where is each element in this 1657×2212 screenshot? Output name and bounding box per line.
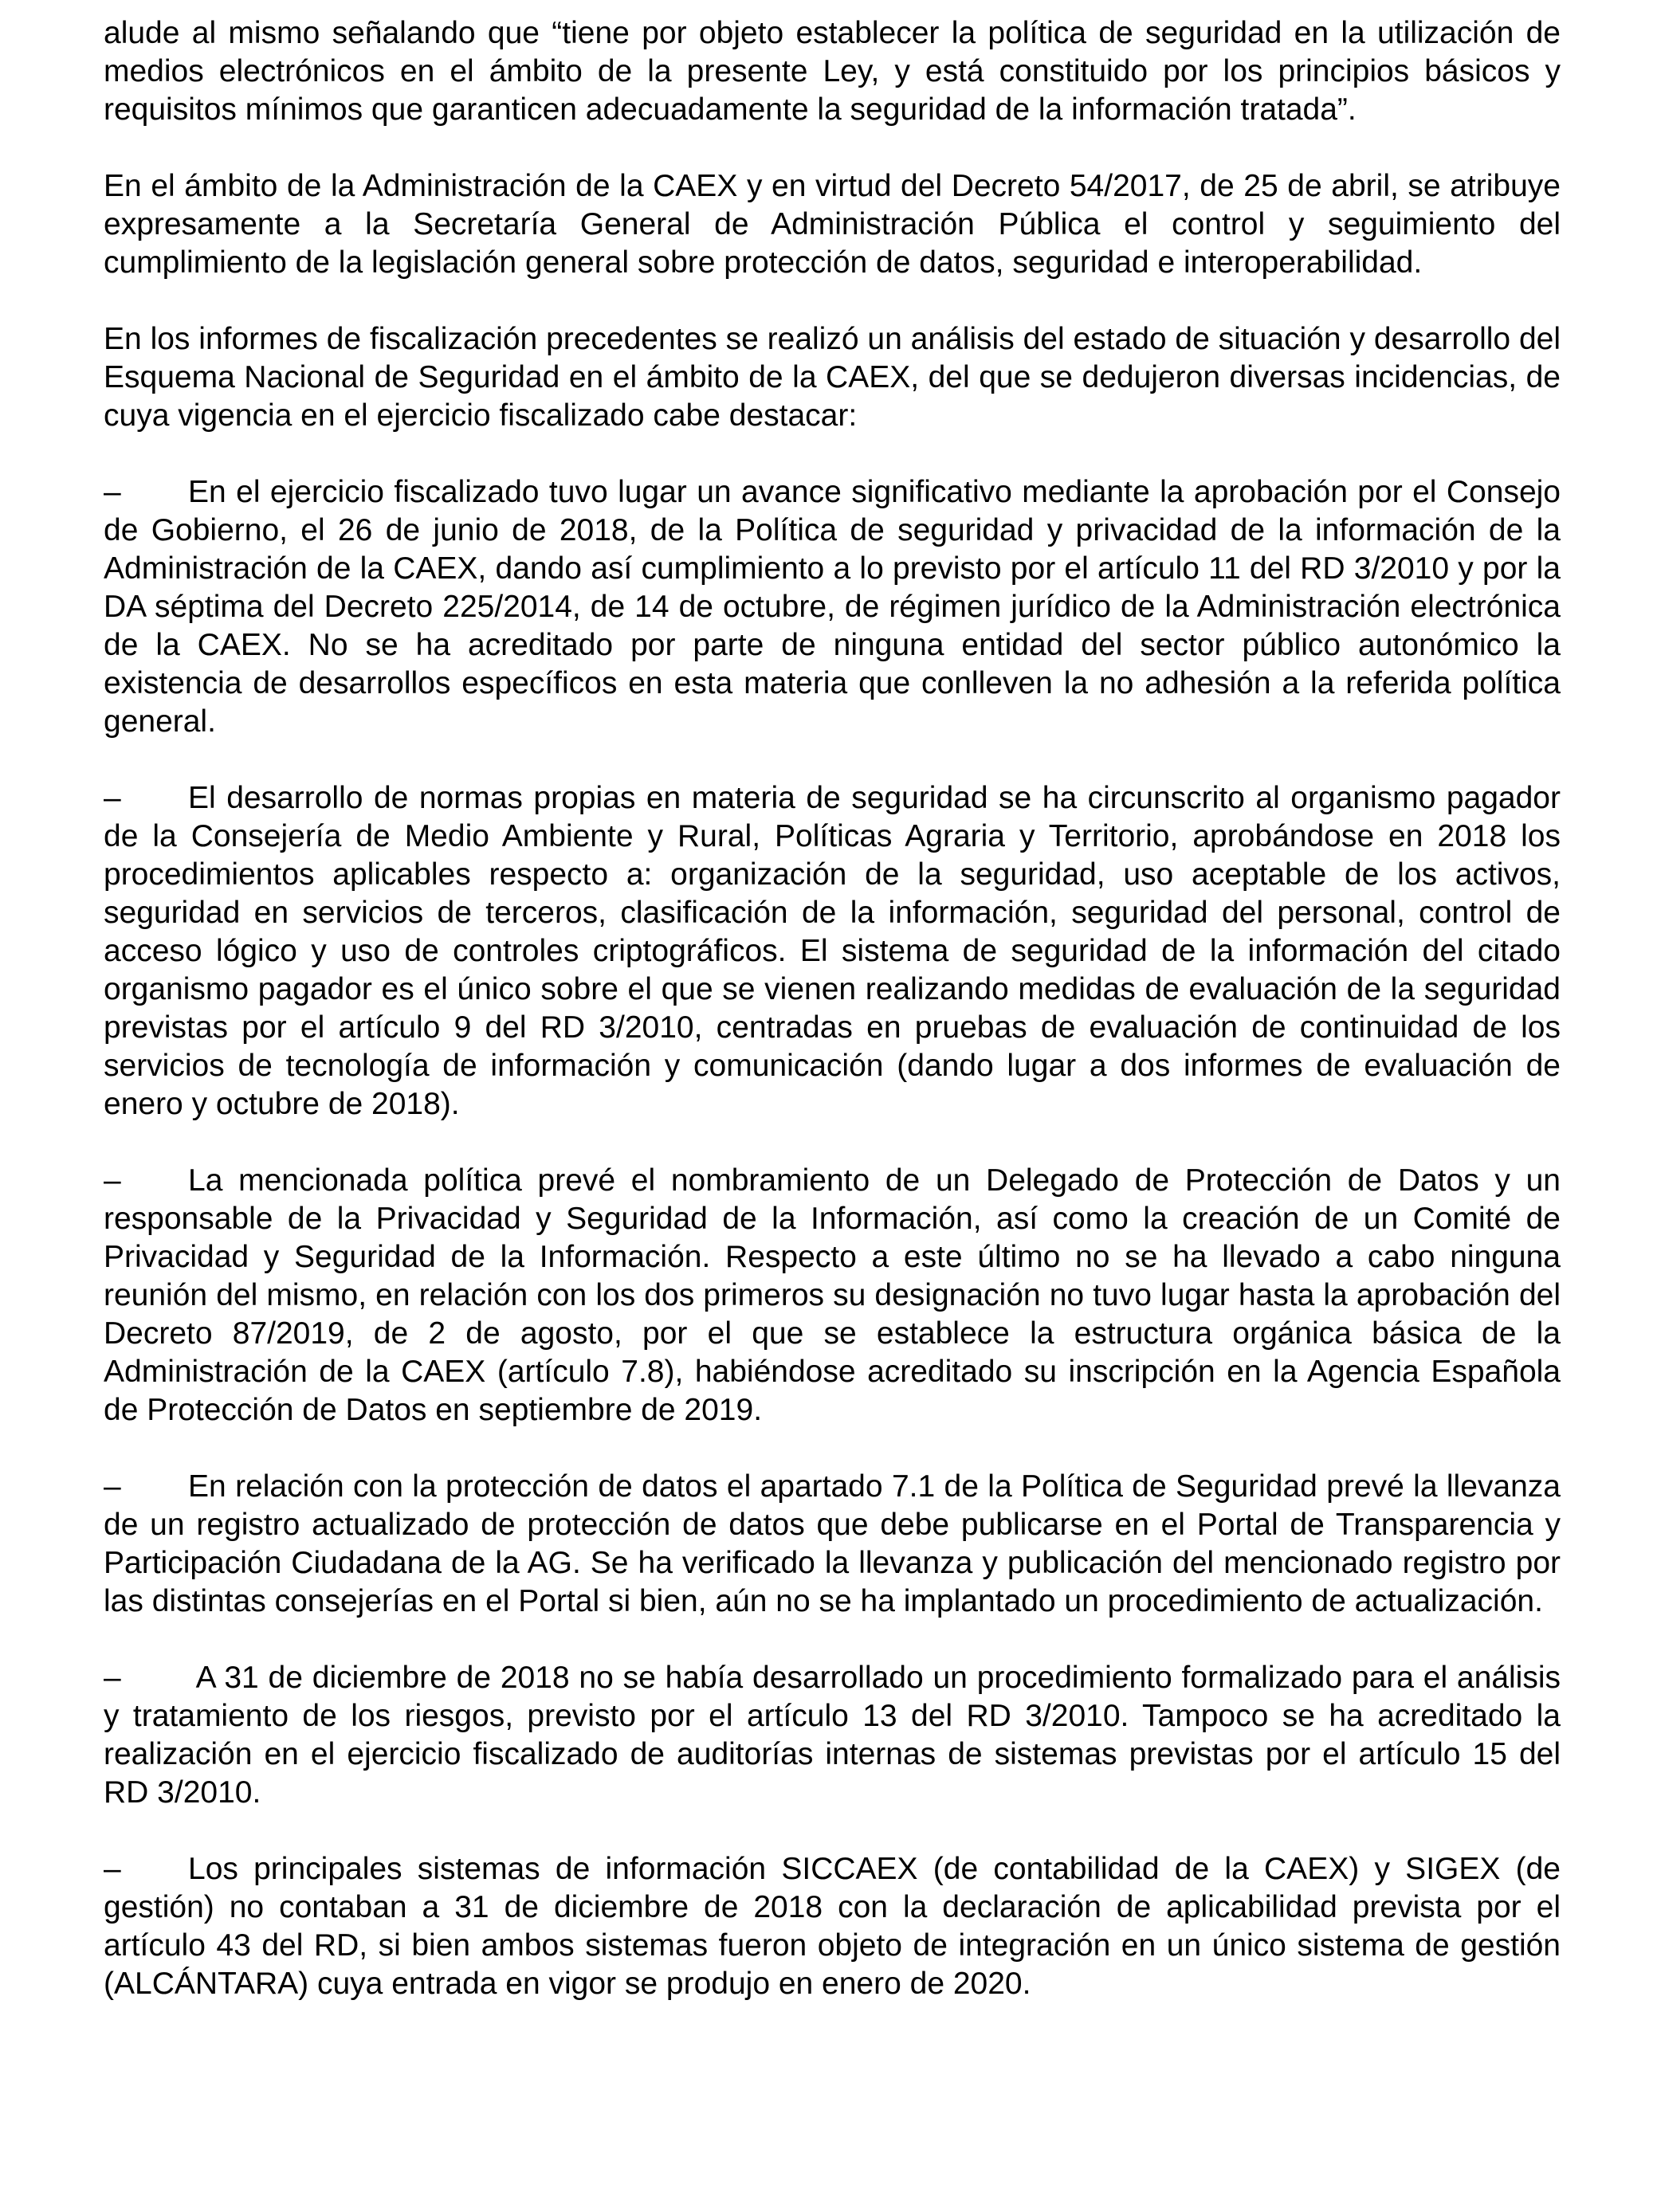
- list-item: [104, 1850, 1561, 2003]
- paragraph-previous-reports: En los informes de fiscalización precedentes se realizó un análisis del estado de situación y desarrollo del Esquema Nacional de Seguridad en el ámbito de la CAEX, del que se dedujeron diversas incidencias, de cuya vigencia en el ejercicio fiscalizado cabe destacar:: [104, 322, 1561, 433]
- list-item-text: En el ejercicio fiscalizado tuvo lugar un avance significativo mediante la aprobación por el Consejo de Gobierno, el 26 de junio de 2018, de la Política de seguridad y privacidad de la información de la Administración de la CAEX, dando así cumplimiento a lo previsto por el artículo 11 del RD 3/2010 y por la DA séptima del Decreto 225/2014, de 14 de octubre, de régimen jurídico de la Administración electrónica de la CAEX. No se ha acreditado por parte de ninguna entidad del sector público autonómico la existencia de desarrollos específicos en esta materia que conlleven la no adhesión a la referida política general.: [104, 475, 1561, 739]
- document-page: [104, 14, 1561, 2041]
- bullet-dash: –: [104, 1469, 121, 1504]
- list-item: [104, 473, 1561, 741]
- list-item-text: Los principales sistemas de información SICCAEX (de contabilidad de la CAEX) y SIGEX (de gestión) no contaban a 31 de diciembre de 2018 con la declaración de aplicabilidad prevista por el artículo 43 del RD, si bien ambos sistemas fueron objeto de integración en un único sistema de gestión (ALCÁNTARA) cuya entrada en vigor se produjo en enero de 2020.: [104, 1852, 1561, 2001]
- bullet-dash: –: [104, 475, 121, 509]
- list-item: [104, 1468, 1561, 1621]
- list-item-text: El desarrollo de normas propias en materia de seguridad se ha circunscrito al organismo pagador de la Consejería de Medio Ambiente y Rural, Políticas Agraria y Territorio, aprobándose en 2018 los procedimientos aplicables respecto a: organización de la seguridad, uso aceptable de los activos, seguridad en servicios de terceros, clasificación de la información, seguridad del personal, control de acceso lógico y uso de controles criptográficos. El sistema de seguridad de la información del citado organismo pagador es el único sobre el que se vienen realizando medidas de evaluación de la seguridad previstas por el artículo 9 del RD 3/2010, centradas en pruebas de evaluación de continuidad de los servicios de tecnología de información y comunicación (dando lugar a dos informes de evaluación de enero y octubre de 2018).: [104, 781, 1561, 1121]
- list-item: [104, 779, 1561, 1124]
- list-item-text: A 31 de diciembre de 2018 no se había desarrollado un procedimiento formalizado para el análisis y tratamiento de los riesgos, previsto por el artículo 13 del RD 3/2010. Tampoco se ha acreditado la realización en el ejercicio fiscalizado de auditorías internas de sistemas previstas por el artículo 15 del RD 3/2010.: [104, 1661, 1561, 1810]
- list-item-text: En relación con la protección de datos el apartado 7.1 de la Política de Seguridad prevé la llevanza de un registro actualizado de protección de datos que debe publicarse en el Portal de Transparencia y Participación Ciudadana de la AG. Se ha verificado la llevanza y publicación del mencionado registro por las distintas consejerías en el Portal si bien, aún no se ha implantado un procedimiento de actualización.: [104, 1469, 1561, 1618]
- bullet-dash: –: [104, 1163, 121, 1198]
- paragraph-caex-administration: En el ámbito de la Administración de la CAEX y en virtud del Decreto 54/2017, de 25 de abril, se atribuye expresamente a la Secretaría General de Administración Pública el control y seguimiento del cumplimiento de la legislación general sobre protección de datos, seguridad e interoperabilidad.: [104, 169, 1561, 280]
- list-item: [104, 1659, 1561, 1812]
- bullet-dash: –: [104, 781, 121, 815]
- bullet-dash: –: [104, 1852, 121, 1886]
- list-item: [104, 1162, 1561, 1430]
- list-item-text: La mencionada política prevé el nombramiento de un Delegado de Protección de Datos y un responsable de la Privacidad y Seguridad de la Información, así como la creación de un Comité de Privacidad y Seguridad de la Información. Respecto a este último no se ha llevado a cabo ninguna reunión del mismo, en relación con los dos primeros su designación no tuvo lugar hasta la aprobación del Decreto 87/2019, de 2 de agosto, por el que se establece la estructura orgánica básica de la Administración de la CAEX (artículo 7.8), habiéndose acreditado su inscripción en la Agencia Española de Protección de Datos en septiembre de 2019.: [104, 1163, 1561, 1427]
- bullet-dash: –: [104, 1661, 121, 1695]
- paragraph-ens-object: alude al mismo señalando que “tiene por objeto establecer la política de seguridad en la utilización de medios electrónicos en el ámbito de la presente Ley, y está constituido por los principios básicos y requisitos mínimos que garanticen adecuadamente la seguridad de la información tratada”.: [104, 16, 1561, 127]
